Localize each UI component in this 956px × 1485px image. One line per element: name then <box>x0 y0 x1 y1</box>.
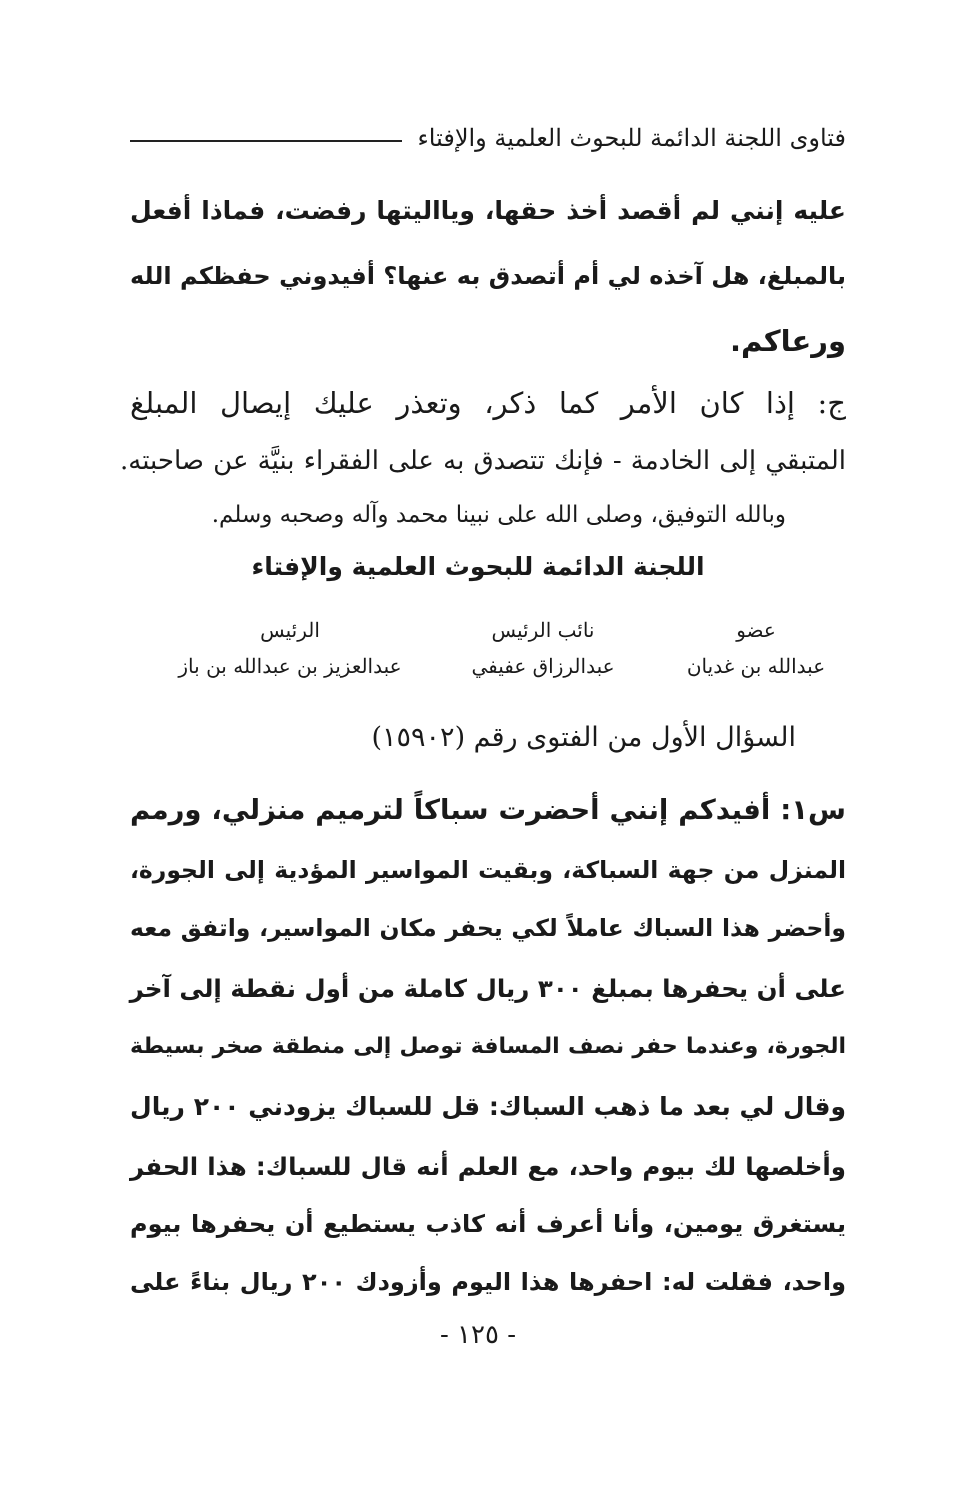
signature-roles <box>160 618 846 642</box>
signature-name: عبدالعزيز بن عبدالله بن باز <box>178 654 402 678</box>
answer-line: المتبقي إلى الخادمة - فإنك تتصدق به على الفقراء بنيَّة عن صاحبته. <box>120 446 846 476</box>
header-title: فتاوى اللجنة الدائمة للبحوث العلمية والإفتاء <box>417 124 846 152</box>
question-two-line: الجورة، وعندما حفر نصف المسافة توصل إلى منطقة صخر بسيطة <box>130 1034 846 1059</box>
question-two-line: يستغرق يومين، وأنا أعرف أنه كاذب يستطيع أن يحفرها بيوم <box>130 1210 846 1238</box>
question-two-line: واحد، فقلت له: احفرها هذا اليوم وأزودك ٢٠٠ ريال بناءً على <box>130 1268 846 1296</box>
closing-line: وبالله التوفيق، وصلى الله على نبينا محمد وآله وصحبه وسلم. <box>211 502 786 528</box>
answer-line: ج: إذا كان الأمر كما ذكر، وتعذر عليك إيصال المبلغ <box>130 386 846 420</box>
question-two-line: وقال لي بعد ما ذهب السباك: قل للسباك يزودني ٢٠٠ ريال <box>130 1092 847 1121</box>
question-two-line: س١: أفيدكم إنني أحضرت سباكاً لترميم منزلي، ورمم <box>130 794 846 826</box>
question-line: بالمبلغ، هل آخذه لي أم أتصدق به عنها؟ أفيدوني حفظكم الله <box>130 262 846 290</box>
question-two-line: وأحضر هذا السباك عاملاً لكي يحفر مكان المواسير، واتفق معه <box>130 914 846 942</box>
committee-name: اللجنة الدائمة للبحوث العلمية والإفتاء <box>251 552 705 581</box>
fatwa-heading: السؤال الأول من الفتوى رقم (١٥٩٠٢) <box>371 722 796 753</box>
signature-role: الرئيس <box>260 618 320 642</box>
signature-role: نائب الرئيس <box>491 618 595 642</box>
running-header <box>130 118 846 158</box>
page-number: - ١٢٥ - <box>439 1320 517 1350</box>
signature-name: عبدالله بن غديان <box>686 654 826 678</box>
signature-names <box>160 654 846 678</box>
question-line: ورعاكم. <box>729 324 846 358</box>
question-two-line: على أن يحفرها بمبلغ ٣٠٠ ريال كاملة من أول نقطة إلى آخر <box>129 974 846 1003</box>
question-two-line: وأخلصها لك بيوم واحد، مع العلم أنه قال للسباك: هذا الحفر <box>130 1152 846 1181</box>
question-line: عليه إنني لم أقصد أخذ حقها، ويااليتها رفضت، فماذا أفعل <box>130 196 846 225</box>
signature-name: عبدالرزاق عفيفي <box>471 654 615 678</box>
header-rule <box>130 140 402 142</box>
question-two-line: المنزل من جهة السباكة، وبقيت المواسير المؤدية إلى الجورة، <box>130 856 846 884</box>
signature-role: عضو <box>736 618 776 642</box>
